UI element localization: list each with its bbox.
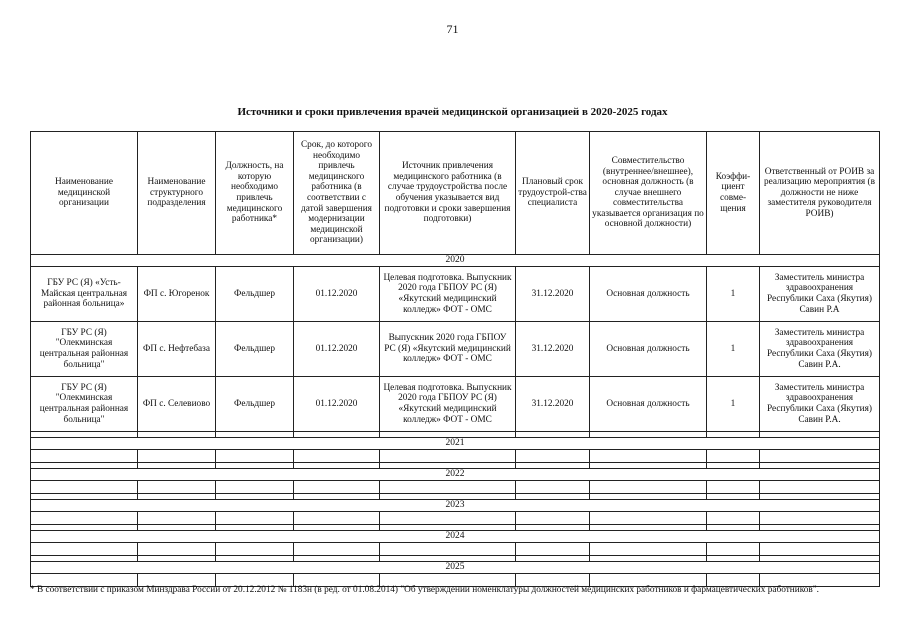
table-header-row: [31, 132, 880, 255]
empty-cell: [590, 512, 707, 525]
column-header: Срок, до которого необходимо привлечь медицинского работника (в соответствии с датой завершения модернизации медицинской организации): [294, 132, 380, 255]
empty-cell: [707, 543, 760, 556]
year-row: [31, 531, 880, 543]
footnote: * В соответствии с приказом Минздрава России от 20.12.2012 № 1183н (в ред. от 01.08.2014) "Об утверждении номенклатуры должностей медицинских работников и фармацевтических работников".: [30, 585, 819, 595]
empty-cell: [707, 481, 760, 494]
table-cell: ГБУ РС (Я) "Олекминская центральная районная больница": [31, 322, 138, 377]
table-cell: Основная должность: [590, 322, 707, 377]
empty-cell: [516, 543, 590, 556]
empty-cell: [216, 543, 294, 556]
year-label: 2023: [31, 500, 880, 512]
table-cell: Целевая подготовка. Выпускник 2020 года ГБПОУ РС (Я) «Якутский медицинский колледж» ФОТ - ОМС: [380, 267, 516, 322]
empty-row: [31, 450, 880, 463]
table-cell: 01.12.2020: [294, 377, 380, 432]
column-header: Должность, на которую необходимо привлечь медицинского работника*: [216, 132, 294, 255]
empty-cell: [516, 450, 590, 463]
page-number: 71: [446, 22, 459, 36]
table-row: [31, 322, 880, 377]
table-cell: ФП с. Югоренок: [138, 267, 216, 322]
empty-cell: [760, 450, 880, 463]
empty-cell: [380, 481, 516, 494]
table-cell: 1: [707, 322, 760, 377]
empty-cell: [294, 543, 380, 556]
table-cell: Заместитель министра здравоохранения Республики Саха (Якутия) Савин Р.А: [760, 267, 880, 322]
empty-cell: [760, 481, 880, 494]
table-cell: 31.12.2020: [516, 377, 590, 432]
empty-row: [31, 543, 880, 556]
year-row: [31, 255, 880, 267]
empty-cell: [380, 450, 516, 463]
table-cell: 01.12.2020: [294, 267, 380, 322]
empty-cell: [760, 543, 880, 556]
empty-cell: [31, 543, 138, 556]
column-header: Плановый срок трудоустрой-ства специалиста: [516, 132, 590, 255]
empty-cell: [516, 481, 590, 494]
empty-cell: [294, 481, 380, 494]
table-cell: Заместитель министра здравоохранения Республики Саха (Якутия) Савин Р.А.: [760, 322, 880, 377]
empty-cell: [760, 512, 880, 525]
year-label: 2025: [31, 562, 880, 574]
empty-cell: [138, 481, 216, 494]
table-cell: Целевая подготовка. Выпускник 2020 года ГБПОУ РС (Я) «Якутский медицинский колледж» ФОТ - ОМС: [380, 377, 516, 432]
empty-cell: [138, 543, 216, 556]
table-cell: 31.12.2020: [516, 267, 590, 322]
empty-cell: [138, 512, 216, 525]
table-cell: 1: [707, 267, 760, 322]
column-header: Наименование медицинской организации: [31, 132, 138, 255]
year-label: 2021: [31, 438, 880, 450]
empty-cell: [138, 450, 216, 463]
table-cell: 31.12.2020: [516, 322, 590, 377]
empty-cell: [31, 481, 138, 494]
table-cell: ФП с. Нефтебаза: [138, 322, 216, 377]
year-row: [31, 438, 880, 450]
empty-cell: [380, 543, 516, 556]
empty-cell: [294, 512, 380, 525]
column-header: Ответственный от РОИВ за реализацию мероприятия (в должности не ниже заместителя руководителя РОИВ): [760, 132, 880, 255]
empty-cell: [590, 543, 707, 556]
column-header: Совместительство (внутреннее/внешнее), основная должность (в случае внешнего совместительства указывается организация по основной должности): [590, 132, 707, 255]
table-cell: ГБУ РС (Я) «Усть-Майская центральная районная больница»: [31, 267, 138, 322]
empty-row: [31, 512, 880, 525]
table-cell: ГБУ РС (Я) "Олекминская центральная районная больница": [31, 377, 138, 432]
year-label: 2024: [31, 531, 880, 543]
column-header: Наименование структурного подразделения: [138, 132, 216, 255]
table-cell: 1: [707, 377, 760, 432]
empty-cell: [216, 450, 294, 463]
table-cell: Фельдшер: [216, 322, 294, 377]
empty-cell: [590, 481, 707, 494]
table-cell: ФП с. Селевиово: [138, 377, 216, 432]
table-cell: Основная должность: [590, 377, 707, 432]
table-row: [31, 377, 880, 432]
empty-row: [31, 481, 880, 494]
year-label: 2022: [31, 469, 880, 481]
table-cell: 01.12.2020: [294, 322, 380, 377]
empty-cell: [707, 512, 760, 525]
empty-cell: [31, 450, 138, 463]
recruitment-table: [30, 131, 880, 587]
table-cell: Фельдшер: [216, 377, 294, 432]
table-row: [31, 267, 880, 322]
empty-cell: [216, 481, 294, 494]
table-cell: Основная должность: [590, 267, 707, 322]
column-header: Коэффи-циент совме-щения: [707, 132, 760, 255]
empty-cell: [590, 450, 707, 463]
year-row: [31, 500, 880, 512]
table-body: [31, 255, 880, 587]
year-row: [31, 562, 880, 574]
year-row: [31, 469, 880, 481]
empty-cell: [380, 512, 516, 525]
empty-cell: [31, 512, 138, 525]
table-cell: Выпускник 2020 года ГБПОУ РС (Я) «Якутский медицинский колледж» ФОТ - ОМС: [380, 322, 516, 377]
column-header: Источник привлечения медицинского работника (в случае трудоустройства после обучения указывается вид подготовки и сроки завершения подготовки): [380, 132, 516, 255]
table-cell: Заместитель министра здравоохранения Республики Саха (Якутия) Савин Р.А.: [760, 377, 880, 432]
empty-cell: [707, 450, 760, 463]
empty-cell: [294, 450, 380, 463]
year-label: 2020: [31, 255, 880, 267]
empty-cell: [516, 512, 590, 525]
document-title: Источники и сроки привлечения врачей медицинской организацией в 2020-2025 годах: [237, 106, 668, 118]
table-cell: Фельдшер: [216, 267, 294, 322]
empty-cell: [216, 512, 294, 525]
